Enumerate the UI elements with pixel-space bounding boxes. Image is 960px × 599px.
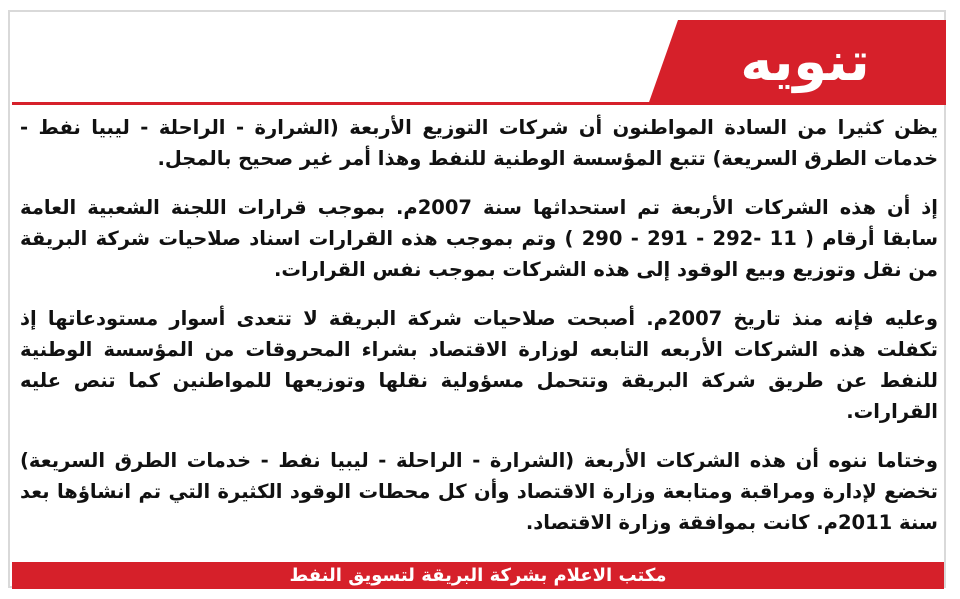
paragraph-2: إذ أن هذه الشركات الأربعة تم استحداثها سنة 2007م. بموجب قرارات اللجنة الشعبية العامة سابقا أرقام ( 11 -292 - 291 - 290 ) وتم بموجب هذه القرارات اسناد صلاحيات شركة البريقة من نقل وتوزيع وبيع الوقود إلى هذه الشركات بموجب نفس القرارات.: [20, 196, 939, 281]
notice-title: تنويه: [740, 30, 870, 93]
paragraph-1: يظن كثيرا من السادة المواطنون أن شركات التوزيع الأربعة (الشرارة - الراحلة - ليبيا نفط - خدمات الطرق السريعة) تتبع المؤسسة الوطنية للنفط وهذا أمر غير صحيح بالمجل.: [20, 116, 938, 170]
paragraph-4: وختاما ننوه أن هذه الشركات الأربعة (الشرارة - الراحلة - ليبيا نفط - خدمات الطرق السريعة) تخضع لإدارة ومراقبة ومتابعة وزارة الاقتصاد وأن كل محطات الوقود الكثيرة التي تم انشاؤها بعد سنة 2011م. كانت بموافقة وزارة الاقتصاد.: [20, 449, 938, 534]
notice-body: [20, 112, 938, 556]
footer-signature: مكتب الاعلام بشركة البريقة لتسويق النفط: [289, 565, 667, 586]
paragraph-3: وعليه فإنه منذ تاريخ 2007م. أصبحت صلاحيات شركة البريقة لا تتعدى أسوار مستودعاتها إذ تكفلت هذه الشركات الأربعه التابعه لوزارة الاقتصاد بشراء المحروقات من المؤسسة الوطنية للنفط عن طريق شركة البريقة وتتحمل مسؤولية نقلها وتوزيعها للمواطنين كما تنص عليه القرارات.: [20, 307, 938, 423]
